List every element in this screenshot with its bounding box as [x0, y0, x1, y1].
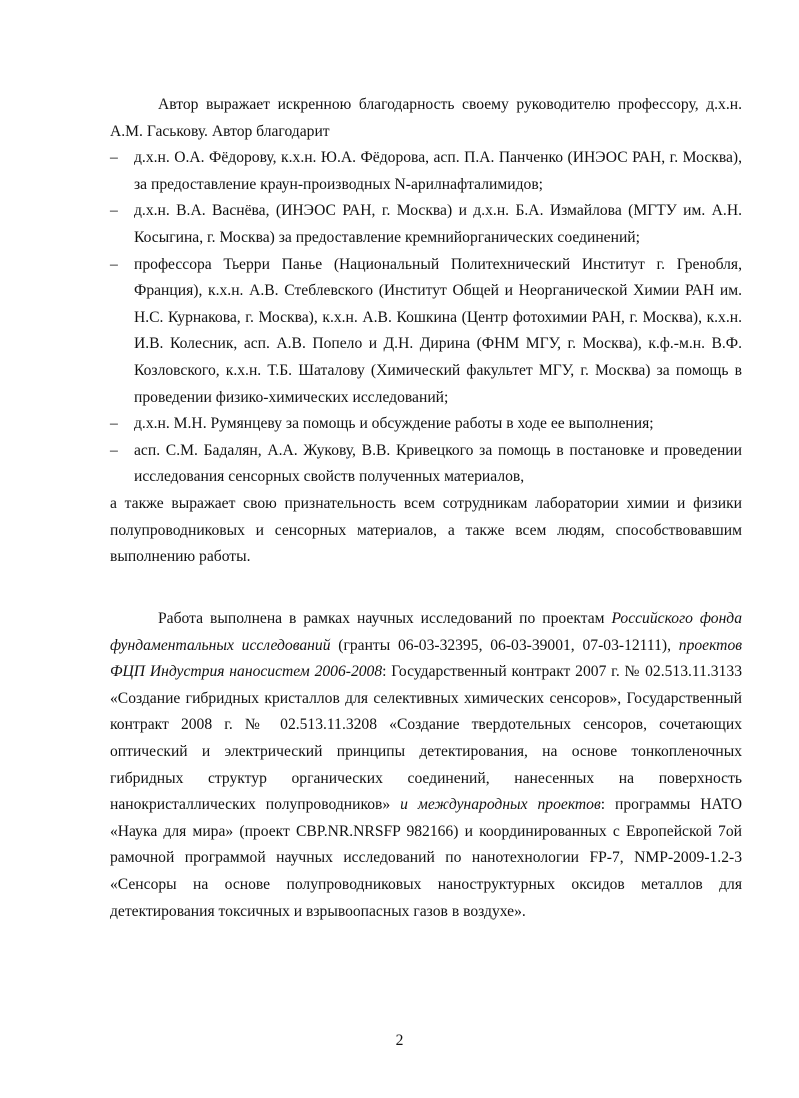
list-item	[110, 198, 742, 251]
funding-paragraph	[110, 606, 742, 925]
list-item-text: д.х.н. В.А. Васнёва, (ИНЭОС РАН, г. Москва) и д.х.н. Б.А. Измайлова (МГТУ им. А.Н. Косыгина, г. Москва) за предоставление кремнийорганических соединений;	[134, 202, 742, 246]
acknowledgements-closing: а также выражает свою признательность всем сотрудникам лаборатории химии и физики полупроводниковых и сенсорных материалов, а также всем людям, способствовавшим выполнению работы.	[110, 494, 742, 566]
list-item	[110, 438, 742, 491]
funding-text-3: : Государственный контракт 2007 г. № 02.513.11.3133 «Создание гибридных кристаллов для селективных химических сенсоров», Государственный контракт 2008 г. № 02.513.11.3208 «Создание твердотельных сенсоров, сочетающих оптический и электрический принципы детектирования, на основе тонкопленочных гибридных структур органических соединений, нанесенных на поверхность нанокристаллических полупроводников»	[110, 663, 742, 814]
list-item	[110, 145, 742, 198]
list-item-text: д.х.н. О.А. Фёдорову, к.х.н. Ю.А. Фёдорова, асп. П.А. Панченко (ИНЭОС РАН, г. Москва), за предоставление краун-производных N-арилнафталимидов;	[134, 149, 742, 193]
dash-bullet: –	[110, 255, 118, 273]
dash-bullet: –	[110, 415, 118, 433]
dash-bullet: –	[110, 202, 118, 220]
funding-section	[110, 606, 742, 925]
list-item	[110, 411, 742, 438]
dash-bullet: –	[110, 441, 118, 459]
acknowledgements-section	[110, 92, 742, 571]
funding-rffi: Российского фонда фундаментальных исследований	[110, 610, 742, 654]
funding-international: и международных проектов	[390, 796, 601, 814]
list-item-text: д.х.н. М.Н. Румянцеву за помощь и обсуждение работы в ходе ее выполнения;	[134, 415, 654, 433]
dash-bullet: –	[110, 149, 118, 167]
funding-text-1: Работа выполнена в рамках научных исследований по проектам	[158, 610, 612, 627]
funding-text-4: : программы НАТО «Наука для мира» (проект CBP.NR.NRSFP 982166) и координированных с Европейской 7ой рамочной программой научных исследований по нанотехнологии FP-7, NMP-2009-1.2-3 «Сенсоры на основе полупроводниковых наноструктурных оксидов металлов для детектирования токсичных и взрывоопасных газов в воздухе».	[110, 796, 742, 920]
funding-fcp: проектов ФЦП Индустрия наносистем 2006-2008	[110, 636, 743, 681]
acknowledgements-list	[110, 145, 742, 491]
page-number: 2	[395, 1032, 404, 1049]
funding-text-2: (гранты 06-03-32395, 06-03-39001, 07-03-12111),	[330, 636, 679, 654]
list-item-text: профессора Тьерри Панье (Национальный Политехнический Институт г. Гренобля, Франция), к.х.н. А.В. Стеблевского (Институт Общей и Неорганической Химии РАН им. Н.С. Курнакова, г. Москва), к.х.н. А.В. Кошкина (Центр фотохимии РАН, г. Москва), к.х.н. И.В. Колесник, асп. А.В. Попело и Д.Н. Дирина (ФНМ МГУ, г. Москва), к.ф.-м.н. В.Ф. Козловского, к.х.н. Т.Б. Шаталову (Химический факультет МГУ, г. Москва) за помощь в проведении физико-химических исследований;	[134, 255, 742, 406]
list-item	[110, 252, 742, 412]
list-item-text: асп. С.М. Бадалян, А.А. Жукову, В.В. Кривецкого за помощь в постановке и проведении исследования сенсорных свойств полученных материалов,	[134, 441, 742, 486]
acknowledgements-intro: Автор выражает искренною благодарность своему руководителю профессору, д.х.н. А.М. Гаськову. Автор благодарит	[110, 96, 742, 140]
